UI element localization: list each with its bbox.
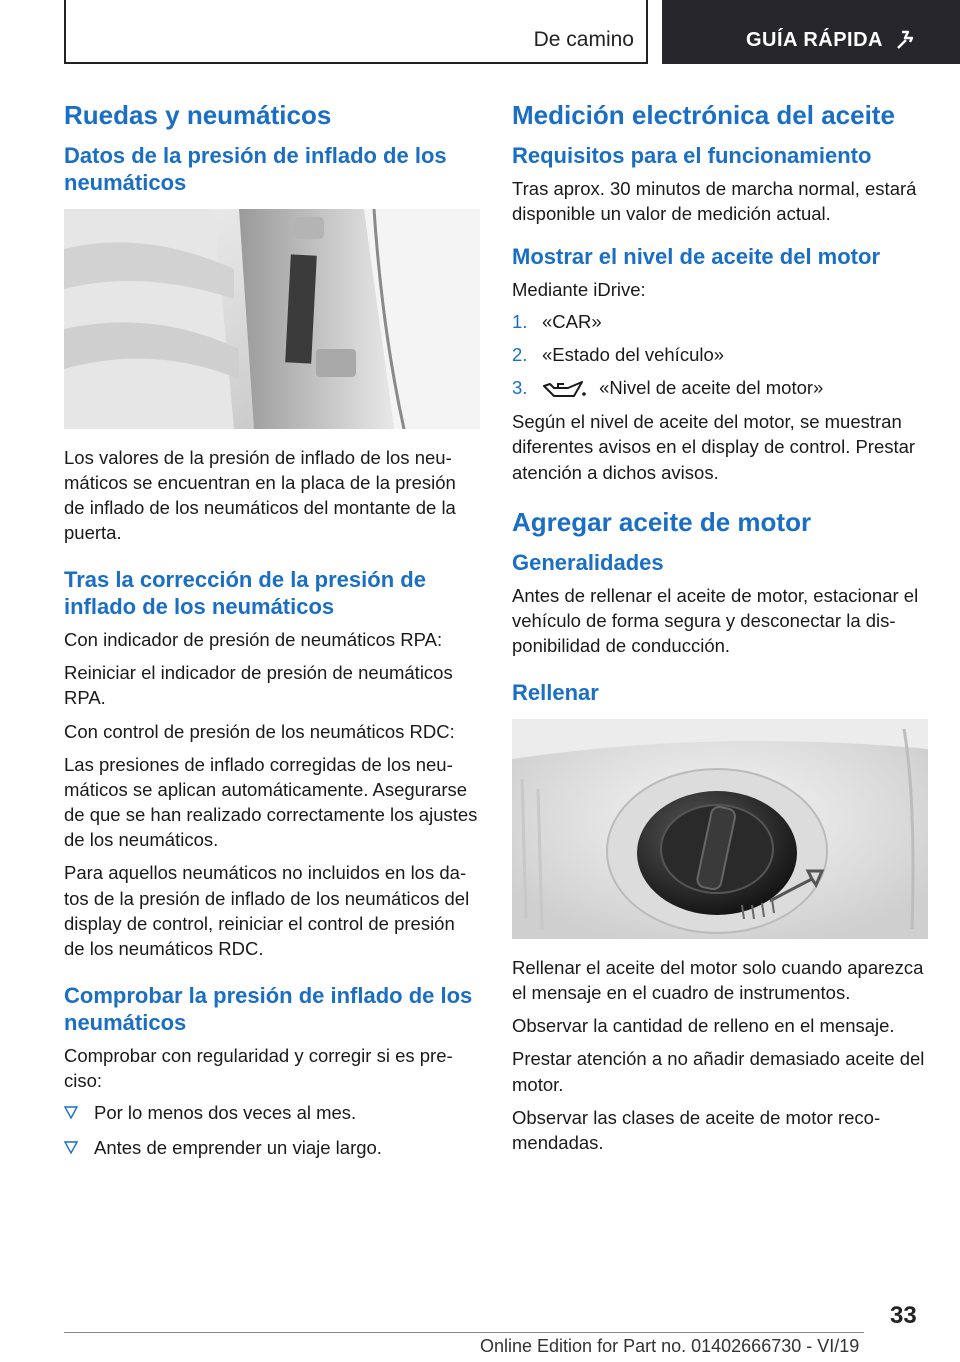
- header-guide-label: GUÍA RÁPIDA: [746, 29, 883, 51]
- left-column: [64, 100, 480, 1171]
- section-title-wheels: Ruedas y neumáticos: [64, 100, 332, 130]
- paragraph-reset-rpa: Reiniciar el indicador de presión de neumáticos RPA.: [64, 662, 453, 709]
- section-title-oil-measurement: Medición electrónica del aceite: [512, 100, 895, 130]
- paragraph-refill-when: Rellenar el aceite del motor solo cuando aparezca el mensaje en el cuadro de instrumentos.: [512, 957, 924, 1004]
- paragraph-tire-pressure-location: Los valores de la presión de inflado de los neumáticos se encuentran en la placa de la presión de inflado de los neumáticos del montante de la puerta.: [64, 446, 456, 544]
- paragraph-rdc: Con control de presión de los neumáticos RDC:: [64, 720, 455, 742]
- heading-refill: Rellenar: [512, 680, 599, 706]
- step-text: «Estado del vehículo»: [542, 344, 725, 366]
- triangle-bullet-icon: [64, 1105, 78, 1119]
- paragraph-no-overfill: Prestar atención a no añadir demasiado aceite del motor.: [512, 1048, 925, 1095]
- page-number: 33: [890, 1302, 917, 1329]
- paragraph-refill-amount: Observar la cantidad de relleno en el mensaje.: [512, 1015, 895, 1037]
- quick-guide-flash-icon: [894, 28, 918, 52]
- heading-check-pressure: Comprobar la presión de inflado de los neumáticos: [64, 983, 473, 1035]
- step-number: 3.: [512, 377, 528, 399]
- heading-show-oil-level: Mostrar el nivel de aceite del motor: [512, 244, 881, 270]
- heading-tire-pressure-data: Datos de la presión de inflado de los neumáticos: [64, 143, 447, 196]
- header-guide-tab: [662, 0, 960, 64]
- step-text: «CAR»: [542, 311, 602, 333]
- paragraph-general: Antes de rellenar el aceite de motor, estacionar el vehículo de forma segura y desconectar la disponibilidad de conducción.: [512, 584, 919, 657]
- door-pillar-tire-label-photo: [64, 209, 480, 429]
- paragraph-rpa: Con indicador de presión de neumáticos RPA:: [64, 629, 443, 651]
- list-item: [512, 376, 928, 401]
- heading-general: Generalidades: [512, 549, 664, 575]
- bullet-text: Por lo menos dos veces al mes.: [94, 1101, 357, 1123]
- paragraph-rdc-reset: Para aquellos neumáticos no incluidos en los datos de la presión de inflado de los neumáticos del display de control, reiniciar el control de presión de los neumáticos RDC.: [64, 862, 470, 959]
- footer-divider: [64, 1332, 864, 1333]
- oil-level-steps: [512, 310, 928, 401]
- list-item: [512, 310, 928, 335]
- paragraph-requirements: Tras aprox. 30 minutos de marcha normal, estará disponible un valor de medición actual.: [512, 178, 917, 225]
- list-item: [64, 1136, 480, 1161]
- oil-can-icon: [542, 378, 588, 400]
- paragraph-idrive: Mediante iDrive:: [512, 279, 646, 301]
- step-number: 2.: [512, 344, 528, 366]
- list-item: [64, 1101, 480, 1126]
- footer-edition: Online Edition for Part no. 01402666730 - VI/19: [480, 1336, 860, 1356]
- paragraph-check-regularly: Comprobar con regularidad y corregir si es preciso:: [64, 1044, 453, 1091]
- check-bullets-list: [64, 1101, 480, 1161]
- paragraph-rdc-auto: Las presiones de inflado corregidas de los neumáticos se aplican automáticamente. Asegurarse de que se han realizado correctamente los ajustes de los neumáticos.: [64, 753, 478, 851]
- header-section-box: [64, 0, 648, 64]
- heading-requirements: Requisitos para el funcionamiento: [512, 143, 872, 169]
- step-number: 1.: [512, 311, 528, 333]
- header-section-title: De camino: [533, 28, 634, 51]
- triangle-bullet-icon: [64, 1140, 78, 1154]
- list-item: [512, 343, 928, 368]
- bullet-text: Antes de emprender un viaje largo.: [94, 1136, 382, 1158]
- oil-filler-cap-photo: [512, 719, 928, 939]
- paragraph-oil-warnings: Según el nivel de aceite del motor, se muestran diferentes avisos en el display de control. Prestar atención a dichos avisos.: [512, 411, 916, 483]
- section-title-add-oil: Agregar aceite de motor: [512, 506, 812, 537]
- step-text: «Nivel de aceite del motor»: [599, 377, 824, 399]
- heading-after-correction: Tras la corrección de la presión de inflado de los neumáticos: [64, 567, 426, 620]
- right-column: [512, 100, 928, 1163]
- paragraph-oil-types: Observar las clases de aceite de motor recomendadas.: [512, 1106, 881, 1153]
